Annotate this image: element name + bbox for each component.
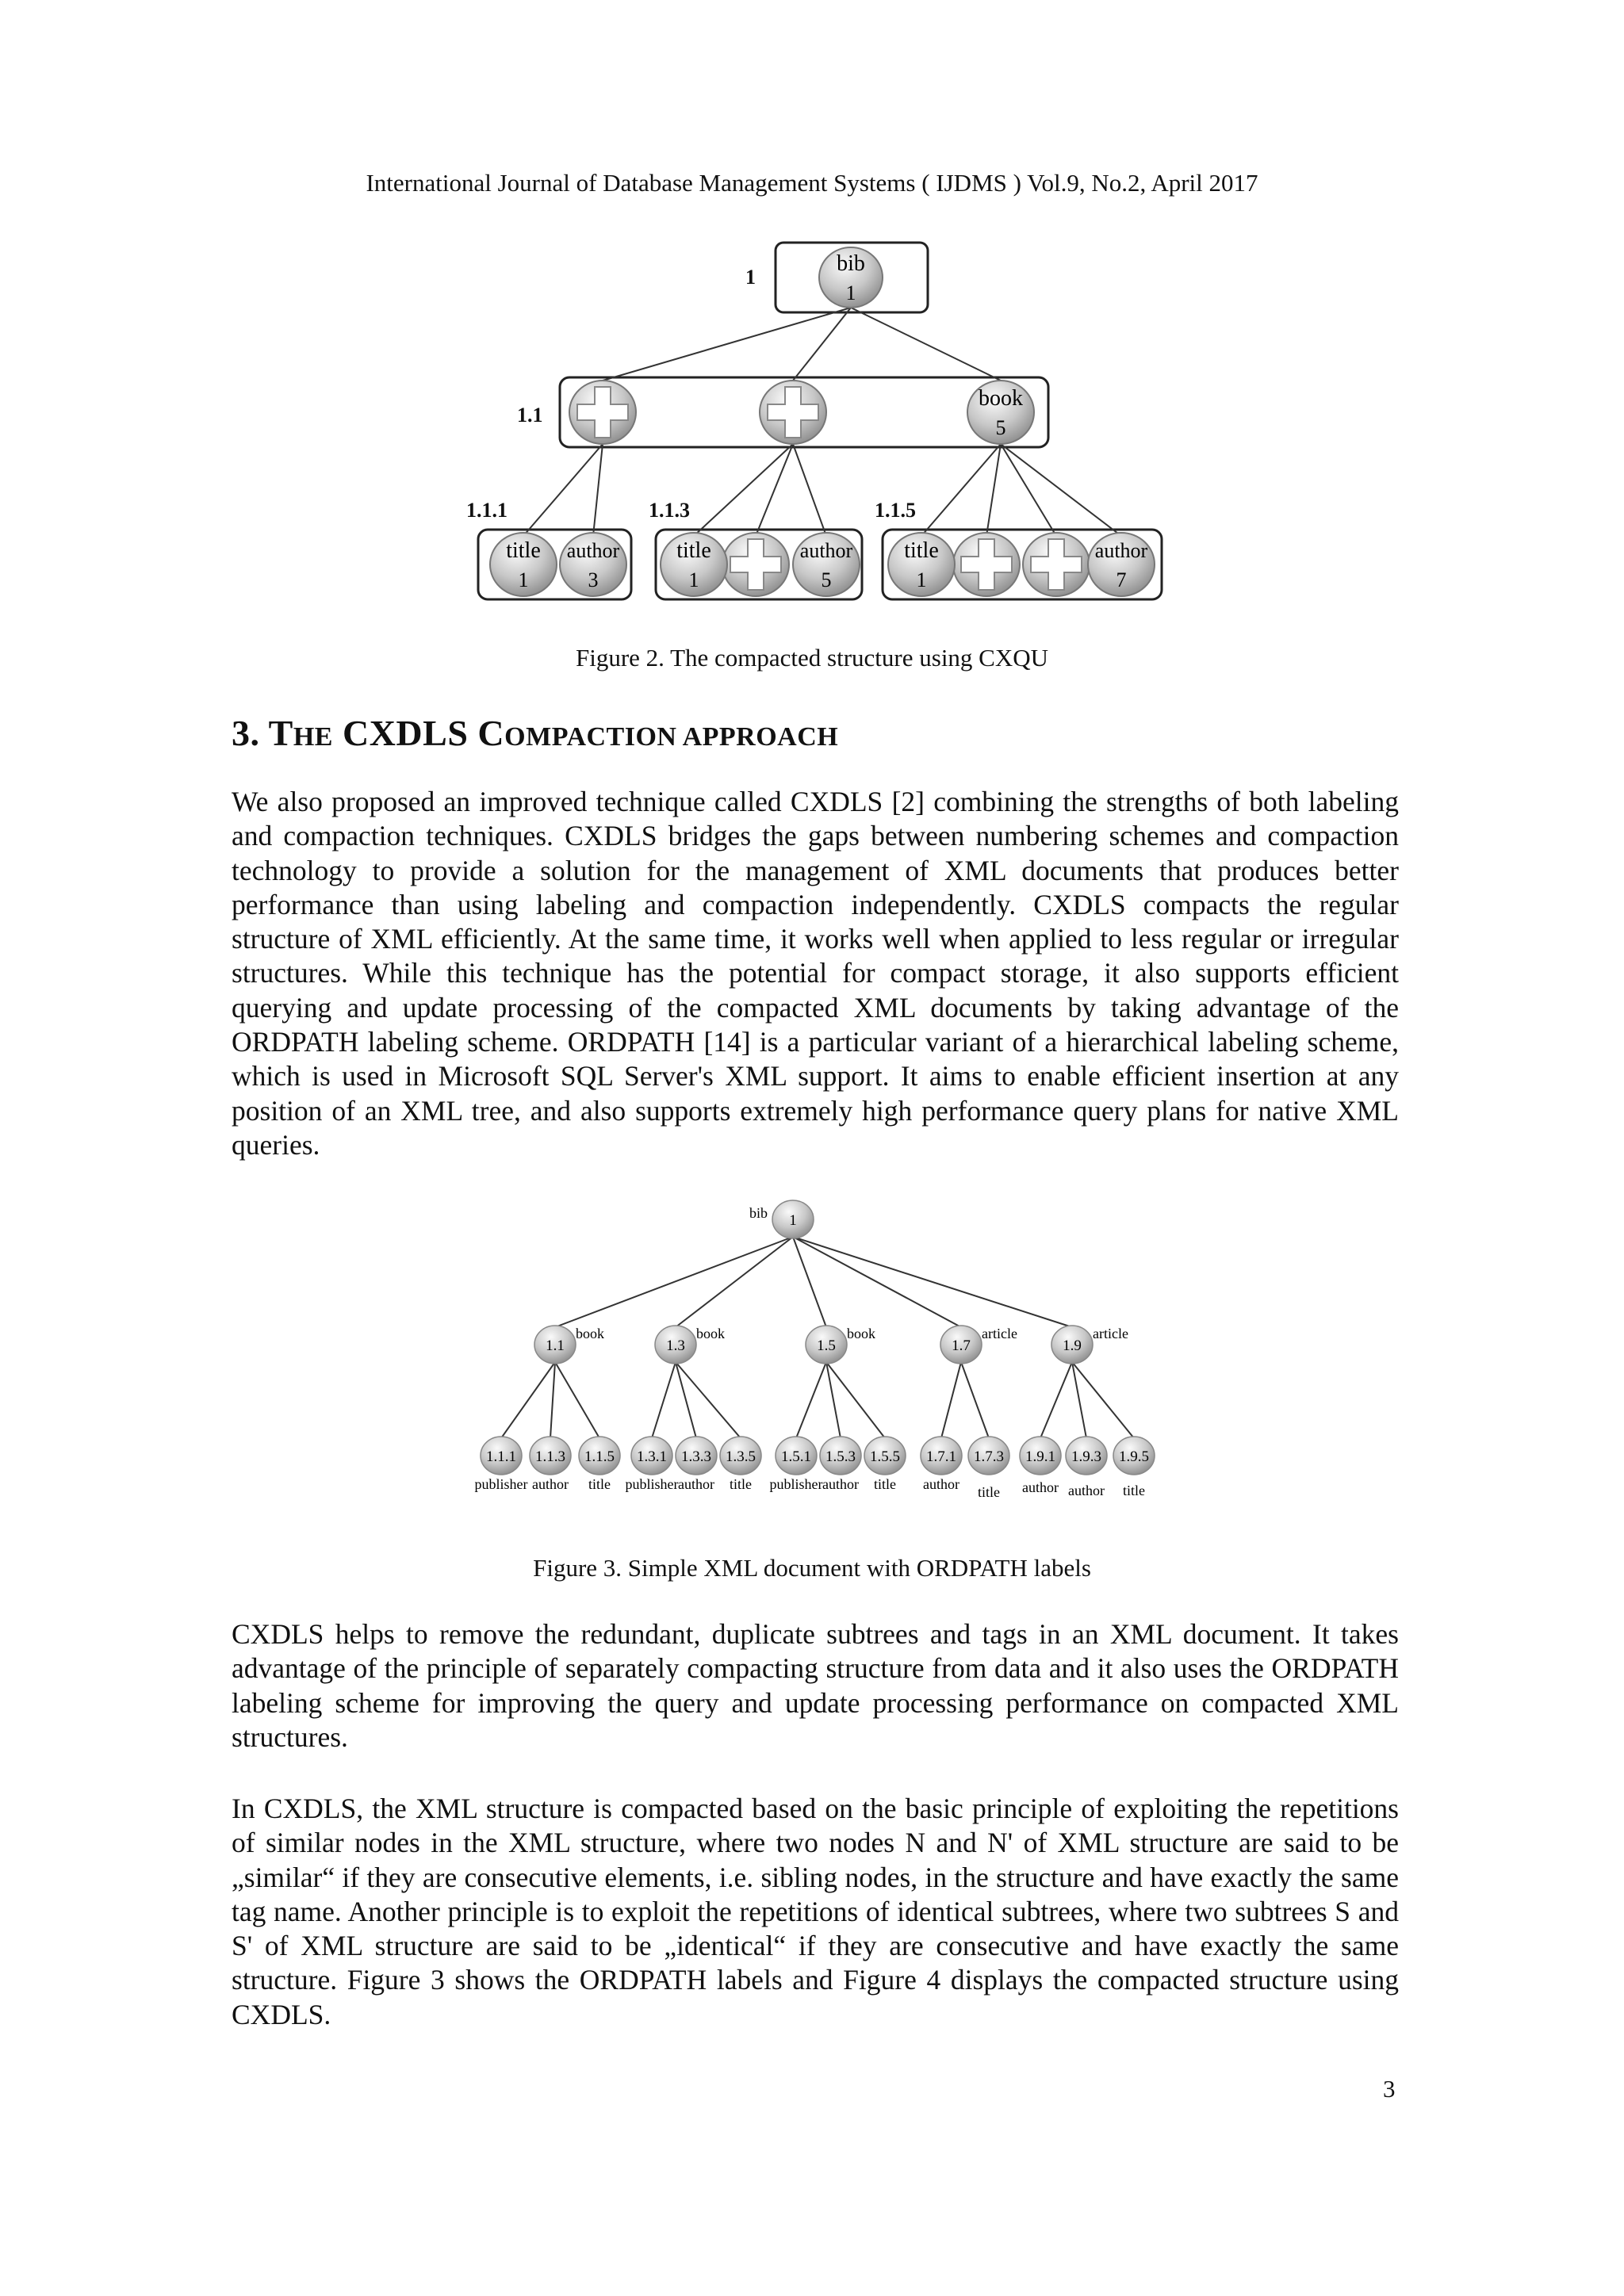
tree-edge <box>550 1362 555 1438</box>
level-label-1: 1 <box>745 266 756 289</box>
leaf-node <box>776 1437 817 1475</box>
leaf-node-author <box>560 533 626 596</box>
leaf-tag-label: title <box>588 1476 611 1492</box>
leaf-tag-label: author <box>1022 1479 1059 1495</box>
svg-text:1.3.5: 1.3.5 <box>726 1448 756 1465</box>
leaf-node <box>579 1437 620 1475</box>
svg-text:1.1.1: 1.1.1 <box>486 1448 516 1465</box>
leaf-node <box>720 1437 761 1475</box>
leaf-node <box>968 1437 1009 1475</box>
leaf-node <box>1113 1437 1155 1475</box>
svg-text:1.9.5: 1.9.5 <box>1119 1448 1149 1465</box>
child-tag-label: article <box>982 1326 1017 1341</box>
svg-text:author: author <box>799 539 853 562</box>
svg-text:1.5.3: 1.5.3 <box>825 1448 856 1465</box>
leaf-node <box>864 1437 906 1475</box>
svg-text:1.5.1: 1.5.1 <box>781 1448 811 1465</box>
child-tag-label: book <box>847 1326 875 1341</box>
tree-edge <box>555 1237 793 1327</box>
svg-text:book: book <box>979 386 1023 411</box>
figure-2-caption: Figure 2. The compacted structure using CXQU <box>575 644 1049 672</box>
svg-text:1: 1 <box>789 1212 797 1229</box>
page-number: 3 <box>1383 2075 1396 2103</box>
svg-text:1: 1 <box>688 568 699 591</box>
child-node <box>1051 1326 1093 1364</box>
leaf-node <box>1066 1437 1107 1475</box>
svg-text:5: 5 <box>995 416 1006 439</box>
tree-edge <box>555 1362 599 1438</box>
level-label-1-1-3: 1.1.3 <box>649 499 690 522</box>
tree-edge <box>826 1362 885 1438</box>
leaf-node-title <box>490 533 557 596</box>
tree-edge <box>961 1362 989 1438</box>
leaf-node <box>530 1437 571 1475</box>
running-header: International Journal of Database Management Systems ( IJDMS ) Vol.9, No.2, April 2017 <box>366 169 1258 197</box>
leaf-tag-label: author <box>923 1476 959 1492</box>
leaf-node <box>676 1437 717 1475</box>
leaf-tag-label: publisher <box>769 1476 823 1492</box>
leaf-tag-label: publisher <box>625 1476 679 1492</box>
level-label-1-1-1: 1.1.1 <box>466 499 508 522</box>
tree-edge <box>1040 1362 1072 1438</box>
figure-3-diagram <box>0 1189 1624 1522</box>
leaf-tag-label: author <box>532 1476 569 1492</box>
child-tag-label: book <box>576 1326 604 1341</box>
plus-node <box>1023 533 1090 596</box>
tree-edge <box>796 1362 826 1438</box>
svg-text:1: 1 <box>845 281 856 304</box>
leaf-tag-label: title <box>874 1476 896 1492</box>
svg-text:1.9.3: 1.9.3 <box>1071 1448 1101 1465</box>
svg-text:1.1.3: 1.1.3 <box>535 1448 565 1465</box>
svg-text:1.5.5: 1.5.5 <box>870 1448 900 1465</box>
leaf-node <box>820 1437 861 1475</box>
svg-text:1.7.1: 1.7.1 <box>926 1448 956 1465</box>
tree-edge <box>1072 1362 1134 1438</box>
plus-node <box>760 381 826 444</box>
svg-text:1.7.3: 1.7.3 <box>974 1448 1004 1465</box>
plus-node <box>569 381 636 444</box>
tree-edge <box>501 1362 555 1438</box>
paragraph-2: CXDLS helps to remove the redundant, duplicate subtrees and tags in an XML document. It takes advantage of the principle of separately compacting structure from data and it also uses the ORDPATH labeling scheme for improving the query and update processing performance on compacted XML structures. <box>232 1618 1399 1753</box>
svg-text:1.3.1: 1.3.1 <box>637 1448 667 1465</box>
tree-edge <box>793 1237 1072 1327</box>
svg-text:5: 5 <box>821 568 832 591</box>
leaf-node-title <box>888 533 955 596</box>
svg-text:7: 7 <box>1116 568 1127 591</box>
child-node <box>655 1326 696 1364</box>
tree-edge <box>826 1362 841 1438</box>
figure-2-diagram <box>0 0 1624 634</box>
tree-edge <box>652 1362 676 1438</box>
leaf-node <box>1020 1437 1061 1475</box>
svg-text:1.7: 1.7 <box>952 1337 971 1354</box>
leaf-node-author <box>793 533 860 596</box>
leaf-node-author <box>1088 533 1155 596</box>
tree-edge <box>793 1237 961 1327</box>
leaf-node <box>921 1437 962 1475</box>
paragraph-1: We also proposed an improved technique called CXDLS [2] combining the strengths of both labeling and compaction techniques. CXDLS bridges the gaps between numbering schemes and compaction technology to provide a solution for the management of XML documents that produces better performance than using labeling and compaction independently. CXDLS compacts the regular structure of XML efficiently. At the same time, it works well when applied to less regular or irregular structures. While this technique has the potential for compact storage, it also supports efficient querying and update processing of the compacted XML documents by taking advantage of the ORDPATH labeling scheme. ORDPATH [14] is a particular variant of a hierarchical labeling scheme, which is used in Microsoft SQL Server's XML support. It aims to enable efficient insertion at any position of an XML tree, and also supports extremely high performance query plans for native XML queries. <box>232 786 1399 1161</box>
leaf-tag-label: publisher <box>474 1476 528 1492</box>
leaf-node <box>631 1437 672 1475</box>
leaf-node-title <box>661 533 727 596</box>
svg-text:title: title <box>676 538 711 563</box>
child-node <box>534 1326 576 1364</box>
leaf-tag-label: title <box>730 1476 752 1492</box>
svg-text:1: 1 <box>916 568 927 591</box>
svg-text:1: 1 <box>518 568 529 591</box>
child-node <box>806 1326 847 1364</box>
figure-3-caption: Figure 3. Simple XML document with ORDPATH labels <box>533 1554 1091 1582</box>
svg-text:1.9.1: 1.9.1 <box>1025 1448 1055 1465</box>
svg-text:1.1: 1.1 <box>546 1337 565 1354</box>
svg-text:author: author <box>566 539 620 562</box>
svg-text:title: title <box>904 538 939 563</box>
paragraph-3: In CXDLS, the XML structure is compacted based on the basic principle of exploiting the repetitions of similar nodes in the XML structure, where two nodes N and N' of XML structure are said to be „similar“ if they are consecutive elements, i.e. sibling nodes, in the structure and have exactly the same tag name. Another principle is to exploit the repetitions of identical subtrees, where two subtrees S and S' of XML structure are said to be „identical“ if they are consecutive and have exactly the same structure. Figure 3 shows the ORDPATH labels and Figure 4 displays the compacted structure using CXDLS. <box>232 1793 1399 2030</box>
svg-text:bib: bib <box>837 251 865 276</box>
root-node-bib <box>819 247 883 308</box>
section-heading: 3. THE CXDLS COMPACTION APPROACH <box>232 713 839 753</box>
svg-text:1.1.5: 1.1.5 <box>584 1448 615 1465</box>
tree-edge <box>676 1237 793 1327</box>
leaf-tag-label: author <box>1068 1483 1105 1498</box>
leaf-tag-label: title <box>978 1484 1000 1500</box>
svg-text:1.3.3: 1.3.3 <box>681 1448 711 1465</box>
level-label-1-1-5: 1.1.5 <box>875 499 916 522</box>
root-tag-label: bib <box>749 1205 768 1221</box>
leaf-tag-label: title <box>1123 1483 1145 1498</box>
tree-edge <box>793 1237 826 1327</box>
tree-edge <box>1072 1362 1086 1438</box>
child-node <box>940 1326 982 1364</box>
plus-node <box>722 533 789 596</box>
svg-text:1.3: 1.3 <box>666 1337 685 1354</box>
leaf-tag-label: author <box>822 1476 859 1492</box>
child-tag-label: article <box>1093 1326 1128 1341</box>
svg-text:author: author <box>1094 539 1148 562</box>
leaf-node <box>481 1437 522 1475</box>
svg-text:3: 3 <box>588 568 599 591</box>
svg-text:1.5: 1.5 <box>817 1337 836 1354</box>
root-node <box>772 1200 814 1238</box>
child-tag-label: book <box>696 1326 725 1341</box>
leaf-tag-label: author <box>678 1476 714 1492</box>
tree-edge <box>941 1362 961 1438</box>
level-label-1-1: 1.1 <box>517 404 543 427</box>
book-node <box>967 381 1034 444</box>
svg-text:1.9: 1.9 <box>1063 1337 1082 1354</box>
plus-node <box>953 533 1020 596</box>
svg-text:title: title <box>506 538 541 563</box>
